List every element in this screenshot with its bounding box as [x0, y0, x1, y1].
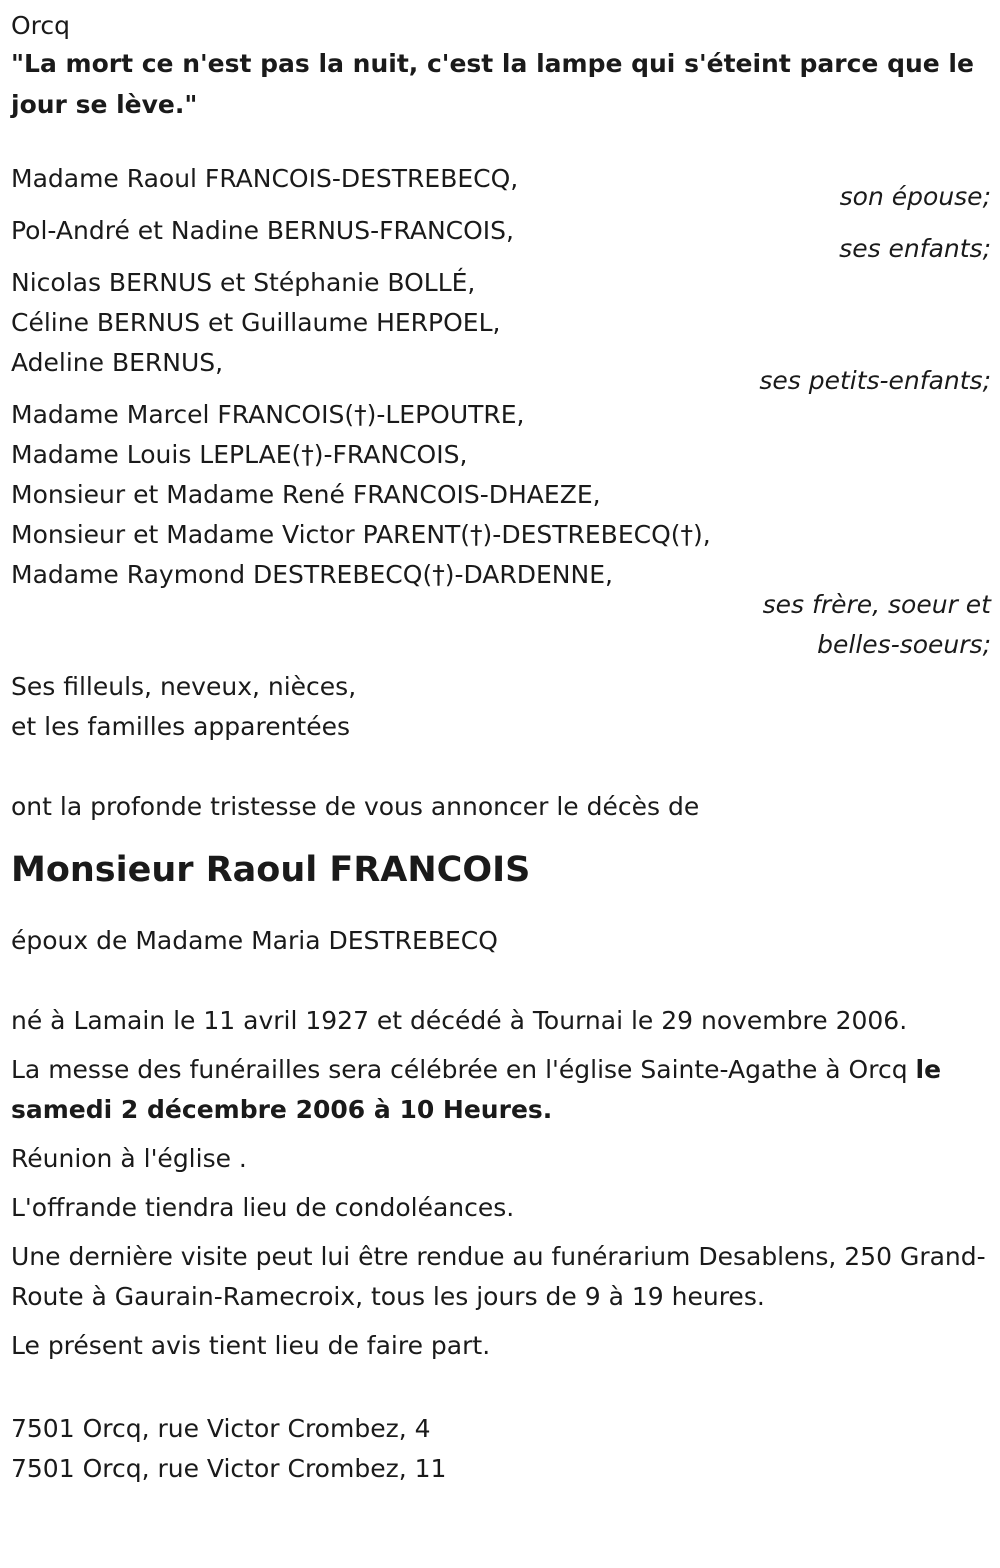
relationship-label: son épouse; — [839, 182, 991, 211]
family-name-line: Adeline BERNUS, — [11, 348, 224, 377]
relationship-label-line: belles-soeurs; — [817, 630, 991, 659]
family-name-line: Madame Raymond DESTREBECQ(†)-DARDENNE, — [11, 560, 613, 589]
spouse-of: époux de Madame Maria DESTREBECQ — [11, 926, 498, 955]
funeral-mass-info — [11, 1050, 991, 1130]
notice-info: Le présent avis tient lieu de faire part. — [11, 1331, 491, 1360]
deceased-name: Monsieur Raoul FRANCOIS — [11, 850, 531, 890]
relatives-line: et les familles apparentées — [11, 712, 351, 741]
meeting-info: Réunion à l'église . — [11, 1144, 247, 1173]
family-name-line: Madame Louis LEPLAE(†)-FRANCOIS, — [11, 440, 468, 469]
birth-death-info: né à Lamain le 11 avril 1927 et décédé à Tournai le 29 novembre 2006. — [11, 1006, 908, 1035]
family-name-line: Monsieur et Madame Victor PARENT(†)-DESTREBECQ(†), — [11, 520, 711, 549]
spouse-group — [11, 159, 991, 209]
relationship-label — [11, 585, 991, 665]
place-name: Orcq — [11, 11, 71, 40]
family-name-line: Nicolas BERNUS et Stéphanie BOLLÉ, — [11, 268, 476, 297]
grandchildren-group — [11, 263, 991, 393]
family-name-line: Céline BERNUS et Guillaume HERPOEL, — [11, 308, 501, 337]
family-name-line: Madame Marcel FRANCOIS(†)-LEPOUTRE, — [11, 400, 525, 429]
quote: "La mort ce n'est pas la nuit, c'est la lampe qui s'éteint parce que le jour se lève." — [11, 49, 974, 119]
relationship-label: ses petits-enfants; — [759, 366, 991, 395]
obituary-notice — [11, 10, 991, 1489]
family-name-line: Monsieur et Madame René FRANCOIS-DHAEZE, — [11, 480, 601, 509]
relationship-label: ses enfants; — [839, 234, 991, 263]
relationship-label-line: ses frère, soeur et — [762, 590, 991, 619]
visit-info: Une dernière visite peut lui être rendue au funérarium Desablens, 250 Grand-Route à Gaurain-Ramecroix, tous les jours de 9 à 19 heures. — [11, 1242, 986, 1311]
children-group — [11, 211, 991, 261]
other-relatives-group — [11, 667, 991, 747]
announcement: ont la profonde tristesse de vous annoncer le décès de — [11, 792, 700, 821]
relatives-line: Ses filleuls, neveux, nièces, — [11, 672, 357, 701]
address-line: 7501 Orcq, rue Victor Crombez, 4 — [11, 1414, 431, 1443]
mass-text: La messe des funérailles sera célébrée en l'église Sainte-Agathe à Orcq — [11, 1055, 916, 1084]
mass-date: le samedi 2 décembre 2006 à 10 Heures. — [11, 1055, 942, 1124]
siblings-group — [11, 395, 991, 665]
family-name-line: Pol-André et Nadine BERNUS-FRANCOIS, — [11, 216, 514, 245]
address-line: 7501 Orcq, rue Victor Crombez, 11 — [11, 1454, 447, 1483]
family-name-line: Madame Raoul FRANCOIS-DESTREBECQ, — [11, 164, 519, 193]
offering-info: L'offrande tiendra lieu de condoléances. — [11, 1193, 515, 1222]
